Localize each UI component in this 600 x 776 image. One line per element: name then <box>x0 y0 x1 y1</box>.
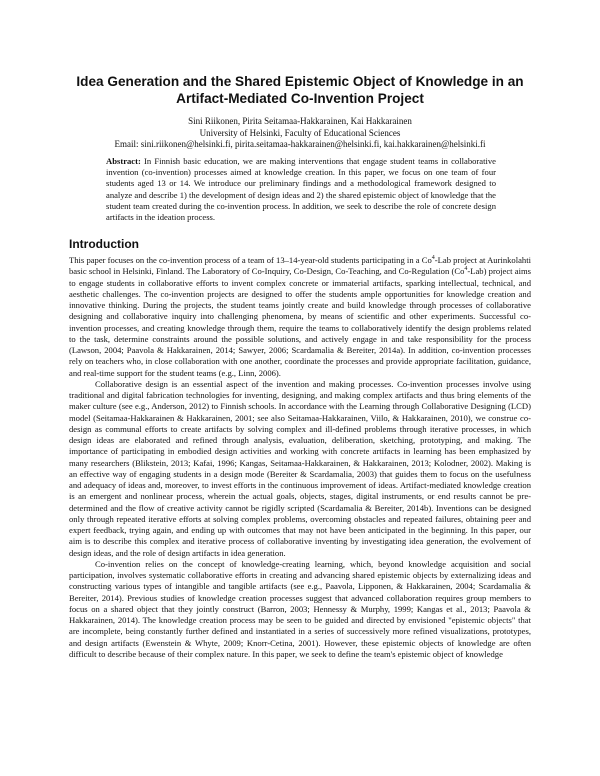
author-block <box>60 116 540 151</box>
paragraph-2: Collaborative design is an essential aspect of the invention and making processes. Co-invention processes involve using traditional and digital fabrication technologies for inventing, designing, and making complex artifacts and thus bring elements of the maker culture (see e.g., Anderson, 2012) to Finnish schools. In accordance with the Learning through Collaborative Designing (LCD) model (Seitamaa-Hakkarainen & Hakkarainen, 2001; see also Seitamaa-Hakkarainen, Viilo, & Hakkarainen, 2010), we construe co-design as communal efforts to create artifacts by solving complex and ill-defined problems through iterative processes, in which design ideas are elaborated and refined through analysis, evaluation, deliberation, sketching, prototyping, and making. The importance of participating in embodied design activities and working with concrete artifacts in learning has been emphasized by many researchers (Blikstein, 2013; Kafai, 1996; Kangas, Seitamaa-Hakkarainen, & Hakkarainen, 2013; Kolodner, 2002). Making is an effective way of engaging students in a design mode (Bereiter & Scardamalia, 2003) that guides them to focus on the usefulness and adequacy of ideas and, moreover, to invest efforts in the continuous improvement of ideas. Artifact-mediated knowledge creation is an emergent and nonlinear process, wherein the actual goals, objects, stages, digital instruments, or end results cannot be pre-determined and the flow of creative activity cannot be rigidly scripted (Scardamalia & Bereiter, 2014b). Inventions can be designed only through repeated iterative efforts at solving complex problems, overcoming obstacles and repeated failures, obtaining peer and expert feedback, trying again, and ending up with outcomes that may not have been anticipated in the beginning. In this paper, our aim is to describe this complex and iterative process of collaborative inventing by investigating idea generation, the evolvement of design ideas, and the role of design artifacts in idea generation. <box>69 378 531 558</box>
superscript-4: 4 <box>431 255 435 262</box>
section-heading-introduction: Introduction <box>69 237 139 251</box>
abstract <box>106 156 496 223</box>
paragraph-1-part-c: -Lab) project aims to engage students in collaborative efforts to invent complex concrete or immaterial artifacts, sparking intellectual, technical, and aesthetic challenges. The co-invention projects are designed to offer the students ample opportunities for knowledge creation and innovative thinking. During the projects, the student teams jointly create and build knowledge through processes of collaborative designing and collaborative inquiry into challenging phenomena, by means of scientific and other experiments. Successful co-invention processes, and creating knowledge through them, require the teams to collaboratively identify the design problems related to the task, determine constraints around the possible solutions, and actively engage in and take responsibility for the process (Lawson, 2004; Paavola & Hakkarainen, 2014; Sawyer, 2006; Scardamalia & Bereiter, 2014a). In addition, co-invention processes rely on teachers who, in close collaboration with one another, coordinate the processes and provide appropriate facilitation, guidance, and real-time support for the student teams (e.g., Linn, 2006). <box>69 266 531 378</box>
paragraph-1-part-b: -Lab project at Aurinkolahti basic school in Helsinki, Finland. The Laboratory of Co-Inquiry, Co-Design, Co-Teaching, and Co-Regulation (Co <box>69 255 532 277</box>
paper-title: Idea Generation and the Shared Epistemic Object of Knowledge in an Artifact-Mediated Co-Invention Project <box>76 74 524 106</box>
paragraph-1 <box>69 255 531 379</box>
author-names: Sini Riikonen, Pirita Seitamaa-Hakkarainen, Kai Hakkarainen <box>188 116 412 126</box>
affiliation: University of Helsinki, Faculty of Educational Sciences <box>199 127 401 138</box>
superscript-4: 4 <box>464 266 468 273</box>
author-emails: Email: sini.riikonen@helsinki.fi, pirita.seitamaa-hakkarainen@helsinki.fi, kai.hakkarainen@helsinki.fi <box>114 139 486 150</box>
paragraph-3: Co-invention relies on the concept of knowledge-creating learning, which, beyond knowledge acquisition and social participation, involves systematic collaborative efforts in creating and advancing shared epistemic objects by externalizing ideas and constructing various types of intangible and tangible artifacts (see e.g., Paavola, Lipponen, & Hakkarainen, 2004; Scardamalia & Bereiter, 2014). Previous studies of knowledge creation processes suggest that advanced collaboration requires group members to focus on a shared object that they jointly construct (Barron, 2003; Hennessy & Murphy, 1999; Kangas et al., 2013; Paavola & Hakkarainen, 2014). The knowledge creation process may be seen to be guided and directed by envisioned "epistemic objects" that are incomplete, being constantly further defined and instantiated in a series of successively more refined visualizations, prototypes, and design artifacts (Ewenstein & Whyte, 2009; Knorr-Cetina, 2001). However, these epistemic objects of knowledge are often difficult to describe because of their complex nature. In this paper, we seek to define the team's epistemic object of knowledge <box>69 558 531 659</box>
body-text <box>69 255 531 660</box>
abstract-label: Abstract: <box>106 156 141 166</box>
abstract-text: In Finnish basic education, we are making interventions that engage student teams in collaborative invention (co-invention) processes aimed at knowledge creation. In this paper, we focus on one team of four students aged 13 or 14. We introduce our preliminary findings and a methodological framework designed to analyze and describe 1) the development of design ideas and 2) the shared epistemic object of knowledge that the student team created during the co-invention process. In addition, we seek to describe the role of concrete design artifacts in the ideation process. <box>106 156 496 223</box>
paragraph-1-part-a: This paper focuses on the co-invention process of a team of 13–14-year-old students participating in a Co <box>69 255 432 265</box>
